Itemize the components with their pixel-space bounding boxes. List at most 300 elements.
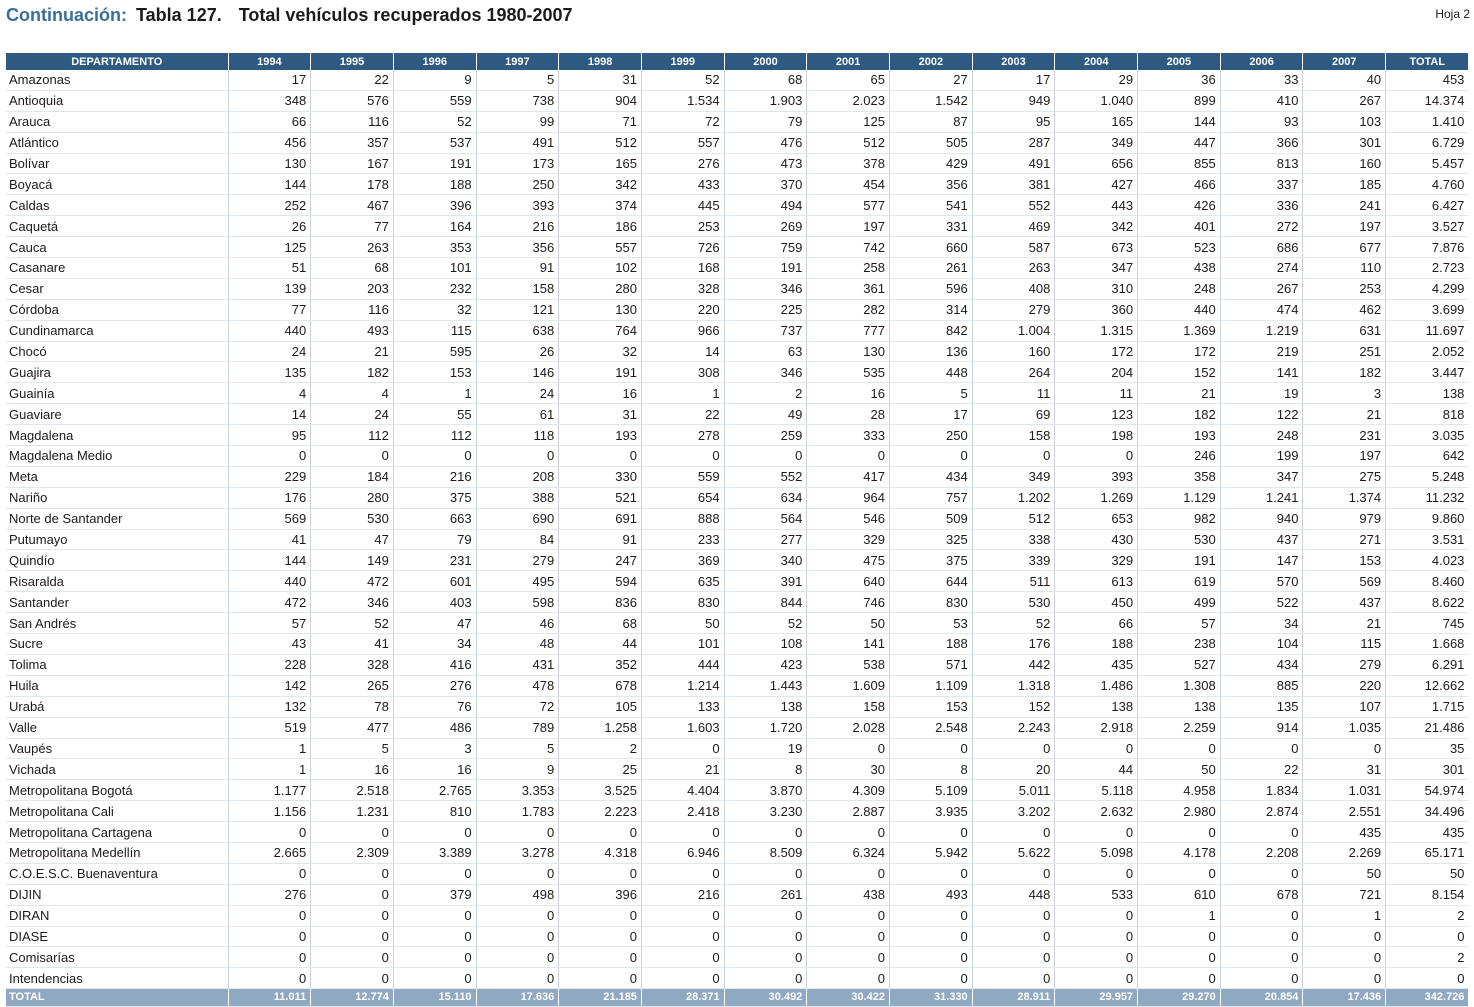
value-cell: 0 (1138, 822, 1221, 843)
value-cell: 677 (1303, 237, 1386, 258)
value-cell: 0 (1220, 738, 1303, 759)
value-cell: 0 (559, 926, 642, 947)
value-cell: 1.219 (1220, 320, 1303, 341)
value-cell: 3.447 (1386, 362, 1469, 383)
column-header-2003: 2003 (972, 53, 1055, 70)
value-cell: 570 (1220, 571, 1303, 592)
value-cell: 225 (724, 299, 807, 320)
value-cell: 247 (559, 550, 642, 571)
value-cell: 0 (228, 905, 311, 926)
value-cell: 1.374 (1303, 487, 1386, 508)
value-cell: 726 (641, 237, 724, 258)
department-cell: Quindío (6, 550, 228, 571)
value-cell: 118 (476, 425, 559, 446)
value-cell: 197 (807, 216, 890, 237)
department-cell: Cauca (6, 237, 228, 258)
value-cell: 12.662 (1386, 675, 1469, 696)
value-cell: 4 (311, 383, 394, 404)
value-cell: 0 (311, 926, 394, 947)
department-cell: Caldas (6, 195, 228, 216)
department-cell: Cesar (6, 278, 228, 299)
value-cell: 5.011 (972, 780, 1055, 801)
value-cell: 216 (476, 216, 559, 237)
value-cell: 55 (393, 404, 476, 425)
value-cell: 203 (311, 278, 394, 299)
table-row (6, 905, 1468, 926)
value-cell: 8.460 (1386, 571, 1469, 592)
value-cell: 0 (1138, 926, 1221, 947)
value-cell: 116 (311, 111, 394, 132)
value-cell: 0 (1386, 968, 1469, 989)
value-cell: 0 (1220, 905, 1303, 926)
value-cell: 9 (476, 759, 559, 780)
value-cell: 1 (393, 383, 476, 404)
value-cell: 95 (228, 425, 311, 446)
value-cell: 197 (1303, 216, 1386, 237)
value-cell: 1 (1138, 905, 1221, 926)
value-cell: 198 (1055, 425, 1138, 446)
value-cell: 393 (1055, 466, 1138, 487)
value-cell: 2.632 (1055, 801, 1138, 822)
value-cell: 813 (1220, 153, 1303, 174)
value-cell: 3.531 (1386, 529, 1469, 550)
value-cell: 8 (890, 759, 973, 780)
value-cell: 52 (972, 613, 1055, 634)
value-cell: 1.534 (641, 90, 724, 111)
table-row (6, 341, 1468, 362)
value-cell: 2.765 (393, 780, 476, 801)
value-cell: 52 (393, 111, 476, 132)
value-cell: 746 (807, 592, 890, 613)
value-cell: 17 (972, 70, 1055, 90)
value-cell: 5 (476, 70, 559, 90)
value-cell: 830 (641, 592, 724, 613)
value-cell: 252 (228, 195, 311, 216)
value-cell: 2.023 (807, 90, 890, 111)
total-row (6, 989, 1468, 1007)
value-cell: 576 (311, 90, 394, 111)
value-cell: 272 (1220, 216, 1303, 237)
table-row (6, 195, 1468, 216)
value-cell: 1.443 (724, 675, 807, 696)
value-cell: 381 (972, 174, 1055, 195)
value-cell: 76 (393, 696, 476, 717)
value-cell: 1.004 (972, 320, 1055, 341)
value-cell: 50 (1386, 863, 1469, 884)
value-cell: 112 (393, 425, 476, 446)
value-cell: 493 (311, 320, 394, 341)
value-cell: 0 (393, 446, 476, 467)
table-row (6, 842, 1468, 863)
value-cell: 440 (228, 571, 311, 592)
value-cell: 0 (311, 446, 394, 467)
value-cell: 3 (393, 738, 476, 759)
department-cell: Huila (6, 675, 228, 696)
value-cell: 0 (972, 822, 1055, 843)
value-cell: 24 (476, 383, 559, 404)
value-cell: 0 (1055, 926, 1138, 947)
value-cell: 844 (724, 592, 807, 613)
total-value-cell: 17.636 (476, 989, 559, 1007)
value-cell: 0 (1055, 863, 1138, 884)
value-cell: 136 (890, 341, 973, 362)
value-cell: 512 (559, 132, 642, 153)
value-cell: 0 (1055, 905, 1138, 926)
value-cell: 448 (890, 362, 973, 383)
value-cell: 14 (641, 341, 724, 362)
department-cell: Vichada (6, 759, 228, 780)
value-cell: 79 (724, 111, 807, 132)
value-cell: 2.309 (311, 842, 394, 863)
value-cell: 68 (311, 258, 394, 279)
value-cell: 121 (476, 299, 559, 320)
value-cell: 139 (228, 278, 311, 299)
table-row (6, 153, 1468, 174)
column-header-2002: 2002 (890, 53, 973, 70)
value-cell: 0 (1386, 926, 1469, 947)
value-cell: 0 (1303, 926, 1386, 947)
department-cell: Guajira (6, 362, 228, 383)
value-cell: 0 (972, 446, 1055, 467)
value-cell: 466 (1138, 174, 1221, 195)
value-cell: 5 (476, 738, 559, 759)
value-cell: 79 (393, 529, 476, 550)
value-cell: 4 (228, 383, 311, 404)
value-cell: 138 (1055, 696, 1138, 717)
value-cell: 2.874 (1220, 801, 1303, 822)
department-cell: Magdalena Medio (6, 446, 228, 467)
value-cell: 153 (890, 696, 973, 717)
value-cell: 477 (311, 717, 394, 738)
value-cell: 138 (1138, 696, 1221, 717)
value-cell: 172 (1138, 341, 1221, 362)
value-cell: 408 (972, 278, 1055, 299)
table-row (6, 634, 1468, 655)
value-cell: 115 (1303, 634, 1386, 655)
table-row (6, 216, 1468, 237)
value-cell: 188 (1055, 634, 1138, 655)
value-cell: 437 (1220, 529, 1303, 550)
value-cell: 438 (807, 884, 890, 905)
department-cell: Intendencias (6, 968, 228, 989)
value-cell: 410 (1220, 90, 1303, 111)
value-cell: 0 (807, 905, 890, 926)
value-cell: 310 (1055, 278, 1138, 299)
value-cell: 329 (1055, 550, 1138, 571)
value-cell: 204 (1055, 362, 1138, 383)
table-row (6, 425, 1468, 446)
value-cell: 50 (807, 613, 890, 634)
value-cell: 261 (890, 258, 973, 279)
department-cell: Córdoba (6, 299, 228, 320)
value-cell: 538 (807, 654, 890, 675)
value-cell: 104 (1220, 634, 1303, 655)
value-cell: 454 (807, 174, 890, 195)
value-cell: 0 (1055, 968, 1138, 989)
value-cell: 2.518 (311, 780, 394, 801)
value-cell: 1.720 (724, 717, 807, 738)
value-cell: 0 (724, 926, 807, 947)
value-cell: 691 (559, 508, 642, 529)
department-cell: Bolívar (6, 153, 228, 174)
data-table (6, 53, 1468, 1007)
value-cell: 721 (1303, 884, 1386, 905)
value-cell: 0 (393, 905, 476, 926)
value-cell: 595 (393, 341, 476, 362)
value-cell: 16 (311, 759, 394, 780)
value-cell: 17 (890, 404, 973, 425)
value-cell: 0 (724, 822, 807, 843)
value-cell: 8.154 (1386, 884, 1469, 905)
value-cell: 635 (641, 571, 724, 592)
value-cell: 505 (890, 132, 973, 153)
department-cell: Magdalena (6, 425, 228, 446)
value-cell: 5.457 (1386, 153, 1469, 174)
value-cell: 966 (641, 320, 724, 341)
value-cell: 101 (641, 634, 724, 655)
value-cell: 167 (311, 153, 394, 174)
value-cell: 476 (724, 132, 807, 153)
value-cell: 228 (228, 654, 311, 675)
value-cell: 686 (1220, 237, 1303, 258)
value-cell: 0 (641, 822, 724, 843)
table-row (6, 132, 1468, 153)
value-cell: 0 (476, 905, 559, 926)
department-cell: Meta (6, 466, 228, 487)
value-cell: 191 (724, 258, 807, 279)
value-cell: 0 (559, 446, 642, 467)
value-cell: 0 (807, 863, 890, 884)
value-cell: 2.980 (1138, 801, 1221, 822)
value-cell: 656 (1055, 153, 1138, 174)
value-cell: 1.834 (1220, 780, 1303, 801)
value-cell: 0 (393, 947, 476, 968)
value-cell: 818 (1386, 404, 1469, 425)
value-cell: 141 (1220, 362, 1303, 383)
value-cell: 130 (559, 299, 642, 320)
value-cell: 11.232 (1386, 487, 1469, 508)
value-cell: 231 (393, 550, 476, 571)
value-cell: 52 (641, 70, 724, 90)
department-cell: Cundinamarca (6, 320, 228, 341)
value-cell: 1.903 (724, 90, 807, 111)
value-cell: 3.870 (724, 780, 807, 801)
value-cell: 168 (641, 258, 724, 279)
value-cell: 0 (1303, 947, 1386, 968)
table-row (6, 947, 1468, 968)
column-header-total: TOTAL (1386, 53, 1469, 70)
value-cell: 24 (228, 341, 311, 362)
value-cell: 173 (476, 153, 559, 174)
value-cell: 830 (890, 592, 973, 613)
value-cell: 14 (228, 404, 311, 425)
value-cell: 1.486 (1055, 675, 1138, 696)
value-cell: 0 (228, 863, 311, 884)
value-cell: 2.259 (1138, 717, 1221, 738)
value-cell: 431 (476, 654, 559, 675)
value-cell: 30 (807, 759, 890, 780)
value-cell: 6.324 (807, 842, 890, 863)
value-cell: 434 (890, 466, 973, 487)
value-cell: 438 (1138, 258, 1221, 279)
value-cell: 301 (1386, 759, 1469, 780)
value-cell: 1.202 (972, 487, 1055, 508)
value-cell: 8.622 (1386, 592, 1469, 613)
value-cell: 530 (1138, 529, 1221, 550)
value-cell: 445 (641, 195, 724, 216)
value-cell: 478 (476, 675, 559, 696)
value-cell: 491 (476, 132, 559, 153)
table-row (6, 863, 1468, 884)
value-cell: 1.783 (476, 801, 559, 822)
value-cell: 3.525 (559, 780, 642, 801)
value-cell: 133 (641, 696, 724, 717)
value-cell: 598 (476, 592, 559, 613)
value-cell: 11 (1055, 383, 1138, 404)
value-cell: 899 (1138, 90, 1221, 111)
value-cell: 115 (393, 320, 476, 341)
value-cell: 110 (1303, 258, 1386, 279)
value-cell: 185 (1303, 174, 1386, 195)
value-cell: 34.496 (1386, 801, 1469, 822)
table-row (6, 738, 1468, 759)
value-cell: 336 (1220, 195, 1303, 216)
value-cell: 176 (228, 487, 311, 508)
value-cell: 95 (972, 111, 1055, 132)
value-cell: 248 (1138, 278, 1221, 299)
value-cell: 19 (1220, 383, 1303, 404)
value-cell: 533 (1055, 884, 1138, 905)
value-cell: 53 (890, 613, 973, 634)
value-cell: 453 (1386, 70, 1469, 90)
department-cell: Metropolitana Cali (6, 801, 228, 822)
total-value-cell: 15.110 (393, 989, 476, 1007)
value-cell: 631 (1303, 320, 1386, 341)
department-cell: Atlántico (6, 132, 228, 153)
value-cell: 426 (1138, 195, 1221, 216)
value-cell: 1.258 (559, 717, 642, 738)
department-cell: Tolima (6, 654, 228, 675)
value-cell: 361 (807, 278, 890, 299)
value-cell: 557 (559, 237, 642, 258)
value-cell: 101 (393, 258, 476, 279)
value-cell: 979 (1303, 508, 1386, 529)
value-cell: 777 (807, 320, 890, 341)
value-cell: 0 (1220, 968, 1303, 989)
value-cell: 22 (641, 404, 724, 425)
value-cell: 5.622 (972, 842, 1055, 863)
value-cell: 810 (393, 801, 476, 822)
value-cell: 2.243 (972, 717, 1055, 738)
total-label-cell: TOTAL (6, 989, 228, 1007)
value-cell: 1.040 (1055, 90, 1138, 111)
value-cell: 253 (1303, 278, 1386, 299)
value-cell: 19 (724, 738, 807, 759)
table-row (6, 278, 1468, 299)
value-cell: 1.308 (1138, 675, 1221, 696)
value-cell: 141 (807, 634, 890, 655)
value-cell: 14.374 (1386, 90, 1469, 111)
value-cell: 158 (807, 696, 890, 717)
value-cell: 138 (1386, 383, 1469, 404)
value-cell: 77 (228, 299, 311, 320)
value-cell: 0 (228, 822, 311, 843)
value-cell: 41 (311, 634, 394, 655)
value-cell: 2.269 (1303, 842, 1386, 863)
value-cell: 5.098 (1055, 842, 1138, 863)
value-cell: 342 (559, 174, 642, 195)
value-cell: 47 (393, 613, 476, 634)
value-cell: 216 (393, 466, 476, 487)
value-cell: 447 (1138, 132, 1221, 153)
value-cell: 65.171 (1386, 842, 1469, 863)
value-cell: 393 (476, 195, 559, 216)
department-cell: Chocó (6, 341, 228, 362)
value-cell: 357 (311, 132, 394, 153)
value-cell: 523 (1138, 237, 1221, 258)
value-cell: 68 (559, 613, 642, 634)
value-cell: 435 (1055, 654, 1138, 675)
table-body (6, 70, 1468, 1007)
value-cell: 220 (641, 299, 724, 320)
value-cell: 396 (559, 884, 642, 905)
total-value-cell: 21.185 (559, 989, 642, 1007)
value-cell: 498 (476, 884, 559, 905)
table-row (6, 968, 1468, 989)
value-cell: 57 (1138, 613, 1221, 634)
value-cell: 3.278 (476, 842, 559, 863)
value-cell: 153 (393, 362, 476, 383)
value-cell: 663 (393, 508, 476, 529)
column-header-1994: 1994 (228, 53, 311, 70)
value-cell: 4.760 (1386, 174, 1469, 195)
value-cell: 759 (724, 237, 807, 258)
department-cell: Metropolitana Medellín (6, 842, 228, 863)
value-cell: 57 (228, 613, 311, 634)
value-cell: 233 (641, 529, 724, 550)
table-row (6, 320, 1468, 341)
column-header-2004: 2004 (1055, 53, 1138, 70)
value-cell: 360 (1055, 299, 1138, 320)
table-row (6, 237, 1468, 258)
value-cell: 885 (1220, 675, 1303, 696)
value-cell: 4.023 (1386, 550, 1469, 571)
value-cell: 9.860 (1386, 508, 1469, 529)
value-cell: 435 (1386, 822, 1469, 843)
value-cell: 1.603 (641, 717, 724, 738)
value-cell: 66 (1055, 613, 1138, 634)
value-cell: 0 (890, 968, 973, 989)
value-cell: 0 (890, 822, 973, 843)
table-row (6, 258, 1468, 279)
value-cell: 50 (1303, 863, 1386, 884)
value-cell: 433 (641, 174, 724, 195)
value-cell: 375 (393, 487, 476, 508)
table-row (6, 529, 1468, 550)
value-cell: 356 (476, 237, 559, 258)
value-cell: 511 (972, 571, 1055, 592)
value-cell: 0 (559, 863, 642, 884)
value-cell: 388 (476, 487, 559, 508)
total-value-cell: 12.774 (311, 989, 394, 1007)
value-cell: 160 (972, 341, 1055, 362)
value-cell: 342 (1055, 216, 1138, 237)
value-cell: 378 (807, 153, 890, 174)
value-cell: 231 (1303, 425, 1386, 446)
department-cell: Urabá (6, 696, 228, 717)
value-cell: 352 (559, 654, 642, 675)
value-cell: 0 (476, 926, 559, 947)
